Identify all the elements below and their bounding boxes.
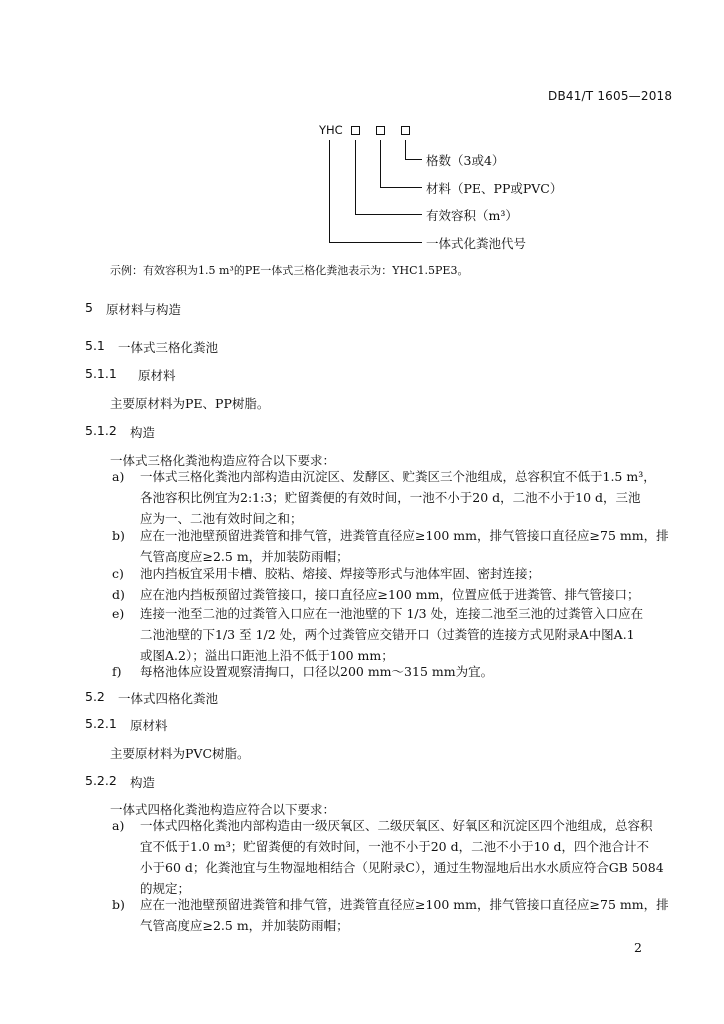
- list-marker: b): [112, 897, 125, 912]
- placeholder-box-3: [401, 126, 410, 135]
- list-item-line: 气管高度应≥2.5 m，并加装防雨帽；: [140, 549, 349, 564]
- list-item-line: 二池池壁的下1/3 至 1/2 处，两个过粪管应交错开口（过粪管的连接方式见附录A中图A.1: [140, 627, 635, 642]
- list-item-line: 小于60 d；化粪池宜与生物湿地相结合（见附录C），通过生物湿地后出水水质应符合GB 5084: [140, 860, 664, 875]
- list-item-line: 池内挡板宜采用卡槽、胶粘、熔接、焊接等形式与池体牢固、密封连接；: [140, 566, 541, 581]
- section-5-2-title: 一体式四格化粪池: [118, 691, 219, 706]
- list-item-line: 应在一池池壁预留进粪管和排气管，进粪管直径应≥100 mm，排气管接口直径应≥75 mm，排: [140, 897, 669, 912]
- list-item-line: 的规定；: [140, 881, 191, 896]
- connector-line: [355, 140, 356, 215]
- connector-line: [405, 159, 422, 160]
- list-item-line: 每格池体应设置观察清掏口，口径以200 mm～315 mm为宜。: [140, 664, 494, 679]
- connector-line: [355, 214, 422, 215]
- section-5-number: 5: [85, 300, 93, 315]
- section-5-title: 原材料与构造: [106, 302, 182, 317]
- diagram-label-cells: 格数（3或4）: [426, 153, 505, 168]
- connector-line: [329, 140, 330, 243]
- list-marker: d): [112, 587, 125, 602]
- list-marker: b): [112, 528, 125, 543]
- section-5-2-1-text: 主要原材料为PVC树脂。: [110, 746, 250, 761]
- document-code: DB41/T 1605—2018: [548, 89, 673, 103]
- connector-line: [405, 140, 406, 160]
- diagram-label-volume: 有效容积（m³）: [426, 208, 518, 223]
- placeholder-box-1: [351, 126, 360, 135]
- page-number: 2: [634, 940, 642, 955]
- list-marker: a): [112, 818, 125, 833]
- connector-line: [380, 140, 381, 188]
- diagram-label-code: 一体式化粪池代号: [426, 236, 527, 251]
- connector-line: [329, 242, 422, 243]
- list-item-line: 或图A.2）；溢出口距池上沿不低于100 mm；: [140, 648, 394, 663]
- section-5-1-1-title: 原材料: [138, 368, 176, 383]
- list-marker: f): [112, 664, 122, 679]
- designation-prefix: YHC: [319, 123, 343, 137]
- section-5-2-1-number: 5.2.1: [85, 716, 117, 731]
- list-item-line: 各池容积比例宜为2:1:3；贮留粪便的有效时间，一池不小于20 d，二池不小于10 d，三池: [140, 490, 641, 505]
- connector-line: [380, 187, 422, 188]
- list-marker: c): [112, 566, 124, 581]
- section-5-2-2-intro: 一体式四格化粪池构造应符合以下要求：: [110, 802, 336, 817]
- section-5-1-2-number: 5.1.2: [85, 423, 117, 438]
- list-item-line: 一体式三格化粪池内部构造由沉淀区、发酵区、贮粪区三个池组成，总容积宜不低于1.5 m³，: [140, 469, 656, 484]
- list-item-line: 一体式四格化粪池内部构造由一级厌氧区、二级厌氧区、好氧区和沉淀区四个池组成，总容积: [140, 818, 653, 833]
- section-5-1-1-text: 主要原材料为PE、PP树脂。: [110, 396, 270, 411]
- section-5-2-2-number: 5.2.2: [85, 773, 117, 788]
- example-note: 示例：有效容积为1.5 m³的PE一体式三格化粪池表示为：YHC1.5PE3。: [110, 264, 469, 277]
- list-marker: a): [112, 469, 125, 484]
- section-5-2-number: 5.2: [85, 689, 105, 704]
- list-item-line: 气管高度应≥2.5 m，并加装防雨帽；: [140, 918, 349, 933]
- list-item-line: 应在一池池壁预留进粪管和排气管，进粪管直径应≥100 mm，排气管接口直径应≥75 mm，排: [140, 528, 669, 543]
- section-5-1-number: 5.1: [85, 338, 105, 353]
- list-item-line: 连接一池至二池的过粪管入口应在一池池壁的下 1/3 处，连接二池至三池的过粪管入口应在: [140, 606, 644, 621]
- section-5-1-1-number: 5.1.1: [85, 366, 117, 381]
- list-item-line: 宜不低于1.0 m³；贮留粪便的有效时间，一池不小于20 d，二池不小于10 d，四个池合计不: [140, 839, 649, 854]
- list-item-line: 应为一、二池有效时间之和；: [140, 511, 303, 526]
- list-marker: e): [112, 606, 125, 621]
- list-item-line: 应在池内挡板预留过粪管接口，接口直径应≥100 mm，位置应低于进粪管、排气管接口；: [140, 587, 640, 602]
- diagram-label-material: 材料（PE、PP或PVC）: [426, 181, 563, 196]
- section-5-1-2-title: 构造: [130, 425, 156, 440]
- section-5-2-1-title: 原材料: [130, 718, 168, 733]
- section-5-1-2-intro: 一体式三格化粪池构造应符合以下要求：: [110, 453, 336, 468]
- placeholder-box-2: [376, 126, 385, 135]
- section-5-1-title: 一体式三格化粪池: [118, 340, 219, 355]
- section-5-2-2-title: 构造: [130, 775, 156, 790]
